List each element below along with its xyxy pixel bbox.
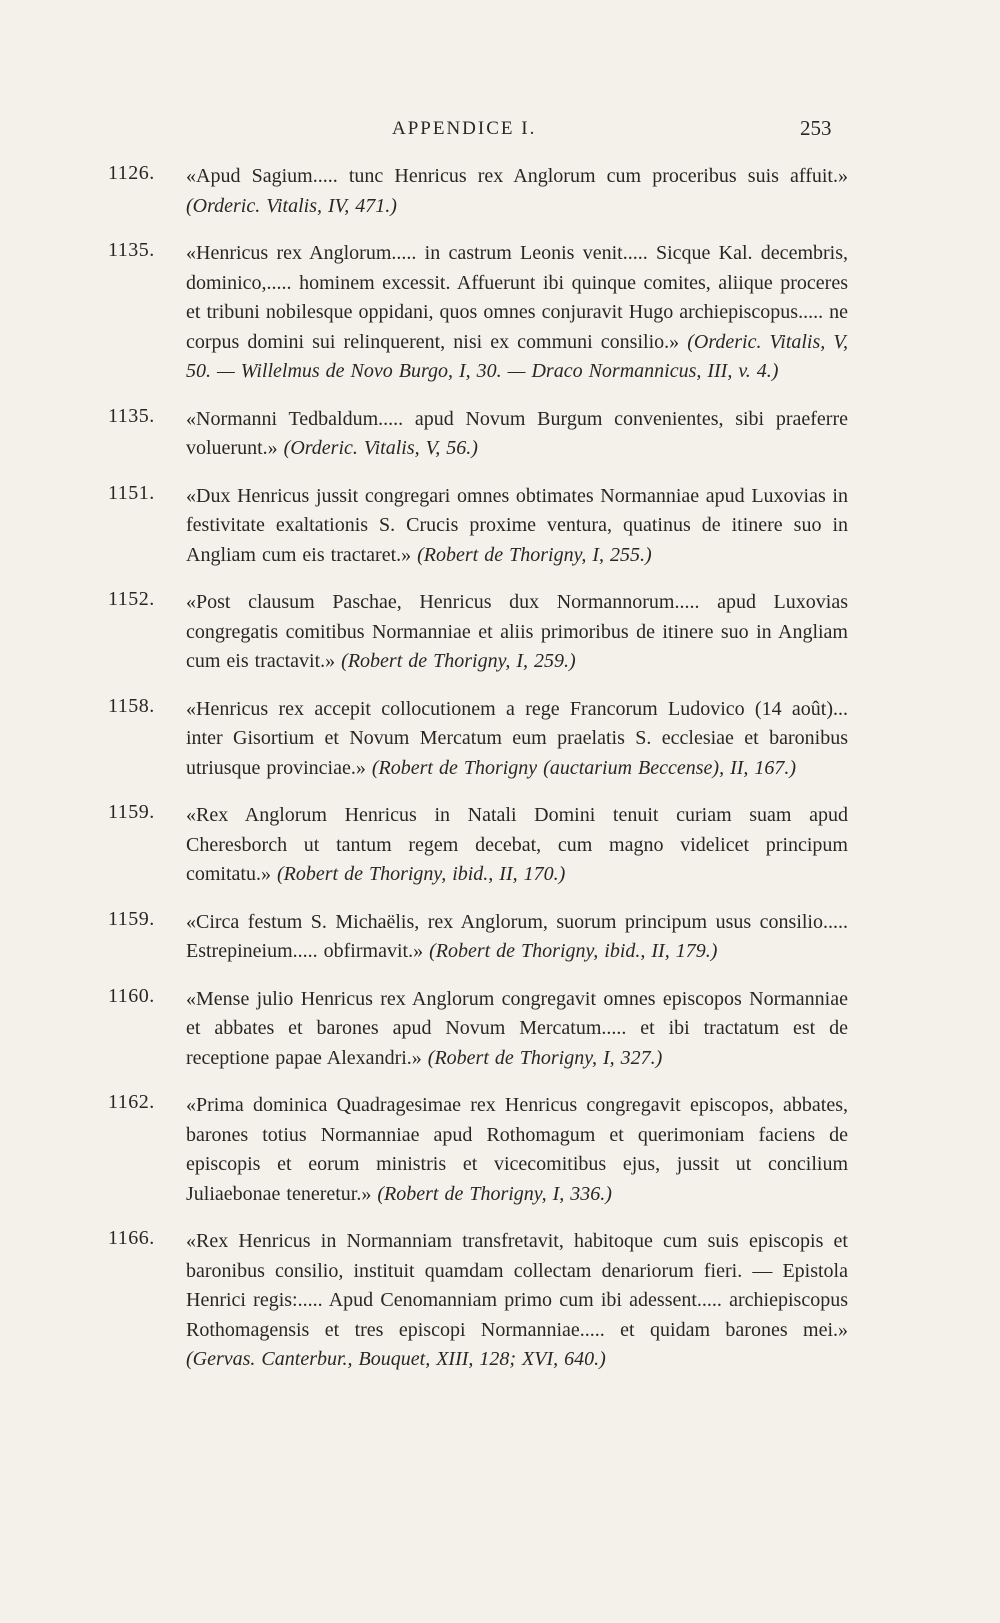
entry-text: «Dux Henricus jussit congregari omnes obtimates Normanniae apud Luxovias in festivitate exaltationis S. Crucis proxime ventura, quatinus de itinere suo in Angliam cum eis tractaret.»: [186, 484, 848, 566]
chronology-entry: [108, 1227, 848, 1375]
entry-source: (Robert de Thorigny, I, 327.): [427, 1046, 663, 1069]
entry-body: [186, 482, 848, 571]
entry-year: 1152.: [108, 588, 155, 610]
chronology-entry: [108, 482, 848, 571]
entry-source: (Orderic. Vitalis, V, 50. — Willelmus de Novo Burgo, I, 30. — Draco Normannicus, III, v. 4.): [186, 330, 848, 382]
entry-source: (Orderic. Vitalis, V, 56.): [283, 437, 478, 459]
entry-body: [186, 1227, 848, 1375]
entry-text: «Post clausum Paschae, Henricus dux Normannorum..... apud Luxovias congregatis comitibus Normanniae et aliis primoribus de itinere suo in Angliam cum eis tractavit.»: [186, 591, 848, 672]
entry-source: (Robert de Thorigny, ibid., II, 179.): [429, 940, 718, 962]
entry-year: 1166.: [108, 1227, 155, 1249]
chronology-entry: [108, 588, 848, 677]
entry-body: [186, 239, 848, 387]
entry-body: [186, 695, 848, 784]
entry-body: [186, 908, 848, 967]
chronology-entry: [108, 985, 848, 1074]
entry-year: 1162.: [108, 1091, 155, 1113]
chronology-entry: [108, 405, 848, 464]
entry-source: (Robert de Thorigny, I, 255.): [417, 543, 652, 566]
entry-text: «Normanni Tedbaldum..... apud Novum Burgum convenientes, sibi praeferre voluerunt.»: [186, 407, 848, 459]
entry-year: 1151.: [108, 481, 155, 504]
entry-source: (Robert de Thorigny, I, 336.): [377, 1182, 612, 1205]
chronology-entry: [108, 908, 848, 967]
entry-year: 1158.: [108, 694, 155, 717]
entry-body: [186, 162, 848, 221]
entry-source: (Gervas. Canterbur., Bouquet, XIII, 128; XVI, 640.): [186, 1348, 606, 1370]
entry-text: «Henricus rex Anglorum..... in castrum Leonis venit..... Sicque Kal. decembris, dominico,..... hominem excessit. Affuerunt ibi quinque comites, aliique proceres et tribuni nobilesque oppidani, quos omnes conjuravit Hugo archiepiscopus..... ne corpus domini sui relinquerent, nisi ex communi consilio.»: [186, 242, 848, 353]
entry-year: 1159.: [108, 907, 155, 930]
entry-source: (Robert de Thorigny, ibid., II, 170.): [276, 863, 566, 885]
running-head: [0, 118, 1000, 148]
chronology-entry: [108, 162, 848, 221]
chronology-entries: [108, 162, 848, 1393]
entry-body: [186, 1091, 848, 1209]
entry-year: 1126.: [108, 162, 155, 184]
entry-year: 1159.: [108, 801, 155, 823]
entry-text: «Prima dominica Quadragesimae rex Henricus congregavit episcopos, abbates, barones totius Normanniae apud Rothomagum et querimoniam faciens de episcopis et eorum ministris et vicecomitibus ejus, jussit ut concilium Juliaebonae teneretur.»: [186, 1094, 848, 1205]
chronology-entry: [108, 1091, 848, 1209]
chronology-entry: [108, 239, 848, 387]
entry-text: «Circa festum S. Michaëlis, rex Anglorum, suorum principum usus consilio..... Estrepineium..... obfirmavit.»: [186, 910, 848, 962]
entry-source: (Orderic. Vitalis, IV, 471.): [186, 194, 397, 217]
entry-body: [186, 588, 848, 677]
entry-source: (Robert de Thorigny (auctarium Beccense), II, 167.): [371, 756, 797, 779]
entry-year: 1135.: [108, 239, 155, 261]
entry-year: 1160.: [108, 984, 155, 1007]
entry-body: [186, 405, 848, 464]
entry-text: «Mense julio Henricus rex Anglorum congregavit omnes episcopos Normanniae et abbates et barones apud Novum Mercatum..... et ibi tractatum est de receptione papae Alexandri.»: [186, 987, 848, 1069]
entry-text: «Henricus rex accepit collocutionem a rege Francorum Ludovico (14 août)... inter Gisortium et Novum Mercatum eum praelatis S. ecclesiae et baronibus utriusque provinciae.»: [186, 697, 848, 779]
entry-text: «Rex Henricus in Normanniam transfretavit, habitoque cum suis episcopis et baronibus consilio, instituit quamdam collectam denariorum fieri. — Epistola Henrici regis:..... Apud Cenomanniam primo cum ibi adessent..... archiepiscopus Rothomagensis et tres episcopi Normanniae..... et quidam barones mei.»: [186, 1230, 848, 1341]
chronology-entry: [108, 695, 848, 784]
chronology-entry: [108, 801, 848, 890]
entry-body: [186, 801, 848, 890]
page-number: 253: [800, 116, 832, 140]
running-title: APPENDICE I.: [392, 118, 537, 139]
entry-source: (Robert de Thorigny, I, 259.): [341, 650, 576, 672]
entry-body: [186, 985, 848, 1074]
entry-text: «Apud Sagium..... tunc Henricus rex Anglorum cum proceribus suis affuit.»: [186, 165, 848, 187]
entry-text: «Rex Anglorum Henricus in Natali Domini tenuit curiam suam apud Cheresborch ut tantum regem decebat, cum magno videlicet principum comitatu.»: [186, 804, 848, 885]
entry-year: 1135.: [108, 404, 155, 427]
